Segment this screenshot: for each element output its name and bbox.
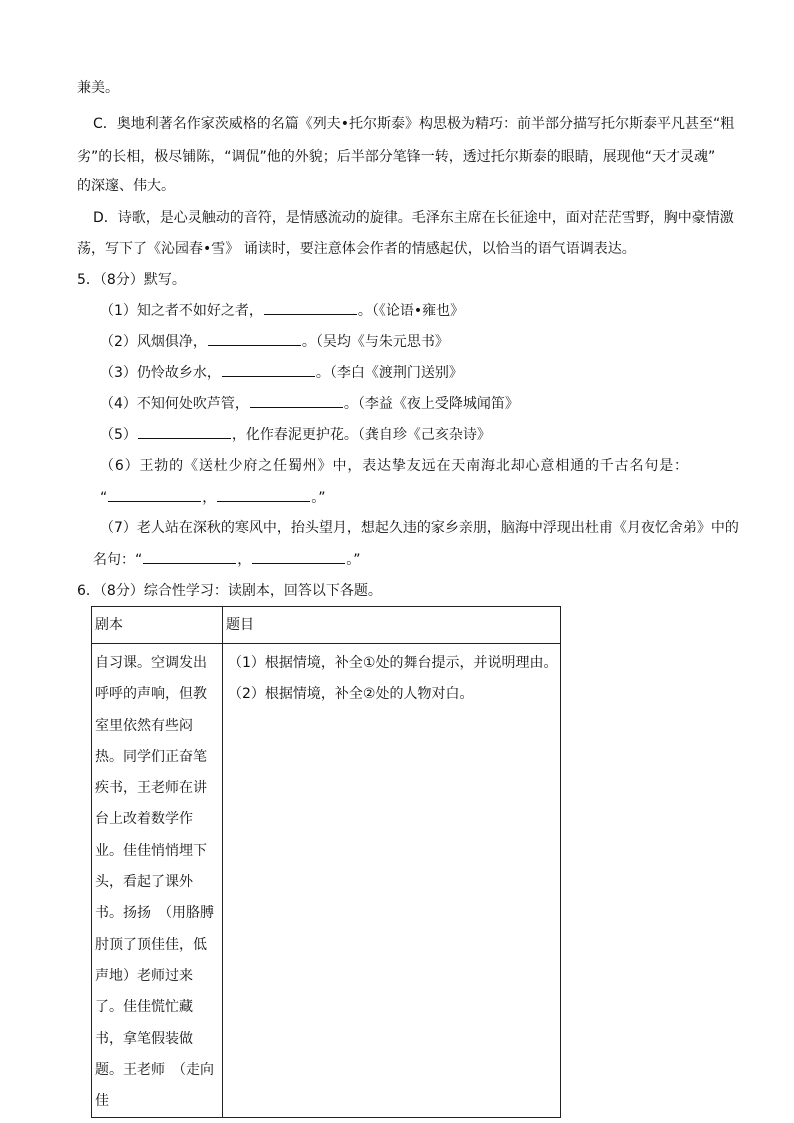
script-cell xyxy=(92,644,223,1118)
answer-blank[interactable] xyxy=(217,487,310,502)
option-c-line-1: C．奥地利著名作家茨威格的名篇《列夫•托尔斯泰》构思极为精巧：前半部分描写托尔斯泰平凡甚至“粗 xyxy=(93,116,735,132)
option-d-line-2: 荡，写下了《沁园春•雪》 诵读时，要注意体会作者的情感起伏，以恰当的语气语调表达。 xyxy=(77,241,636,257)
sub-question-2: （2）根据情境，补全②处的人物对白。 xyxy=(228,686,474,702)
item-prompt: （5） xyxy=(100,427,137,443)
q5-item-6-answer xyxy=(100,487,326,508)
option-c-line-2: 劣”的长相，极尽铺陈，“调侃”他的外貌；后半部分笔锋一转，透过托尔斯泰的眼睛，展现他“天才灵魂” xyxy=(77,149,716,165)
item-source: 。（吴均《与朱元思书》 xyxy=(301,334,449,350)
answer-blank[interactable] xyxy=(138,424,231,439)
item-prompt: （2）风烟俱净， xyxy=(100,334,207,350)
answer-blank[interactable] xyxy=(208,331,301,346)
answer-blank[interactable] xyxy=(250,393,343,408)
column-header-script: 剧本 xyxy=(92,607,223,644)
question-5-title: 5．（8分）默写。 xyxy=(77,272,186,288)
q5-item-1 xyxy=(100,300,464,321)
item-source: 。（李益《夜上受降城闻笛》 xyxy=(343,396,519,412)
q5-item-4 xyxy=(100,393,519,414)
q5-item-3 xyxy=(100,362,463,383)
option-c-line-3: 的深邃、伟大。 xyxy=(77,178,175,194)
question-6-title: 6．（8分）综合性学习：读剧本，回答以下各题。 xyxy=(77,583,382,599)
questions-cell xyxy=(223,644,561,1118)
script-text: 自习课。空调发出呼呼的声响，但教室里依然有些闷热。同学们正奋笔疾书，王老师在讲台上改着数学作业。佳佳悄悄埋下头，看起了课外书。扬扬 （用胳膊肘顶了顶佳佳，低声地）老师过来了。佳佳慌忙藏书，拿笔假装做题。王老师 （走向佳 xyxy=(95,655,214,1110)
answer-blank[interactable] xyxy=(108,487,201,502)
answer-blank[interactable] xyxy=(222,362,315,377)
item-prompt: （3）仍怜故乡水， xyxy=(100,365,221,381)
comma: ， xyxy=(237,552,252,568)
q5-item-5 xyxy=(100,424,491,445)
q5-item-6-prompt: （6）王勃的《送杜少府之任蜀州》中，表达挚友远在天南海北却心意相通的千古名句是： xyxy=(100,458,689,474)
option-d-line-1: D．诗歌，是心灵触动的音符，是情感流动的旋律。毛泽东主席在长征途中，面对茫茫雪野，胸中豪情激 xyxy=(93,210,734,226)
column-header-questions: 题目 xyxy=(223,607,561,644)
q5-item-7-prompt: （7）老人站在深秋的寒风中，抬头望月，想起久违的家乡亲朋，脑海中浮现出杜甫《月夜忆舍弟》中的 xyxy=(100,520,739,536)
answer-blank[interactable] xyxy=(143,549,236,564)
comma: ， xyxy=(202,490,217,506)
item-prompt: （4）不知何处吹芦管， xyxy=(100,396,249,412)
paragraph-line: 兼美。 xyxy=(77,80,119,96)
item-prompt: （1）知之者不如好之者， xyxy=(100,303,263,319)
q5-item-7-answer xyxy=(93,549,361,570)
item-source: 。（《论语•雍也》 xyxy=(357,303,465,319)
item-source: 。（李白《渡荆门送别》 xyxy=(315,365,463,381)
item-prompt: 名句：“ xyxy=(93,552,143,568)
open-quote: “ xyxy=(100,490,108,506)
item-source: ，化作春泥更护花。（龚自珍《己亥杂诗》 xyxy=(231,427,491,443)
close-quote: 。” xyxy=(346,552,361,568)
q5-item-2 xyxy=(100,331,449,352)
script-table xyxy=(91,606,561,1118)
answer-blank[interactable] xyxy=(252,549,345,564)
answer-blank[interactable] xyxy=(264,300,357,315)
close-quote: 。” xyxy=(311,490,326,506)
sub-question-1: （1）根据情境，补全①处的舞台提示，并说明理由。 xyxy=(228,655,558,671)
